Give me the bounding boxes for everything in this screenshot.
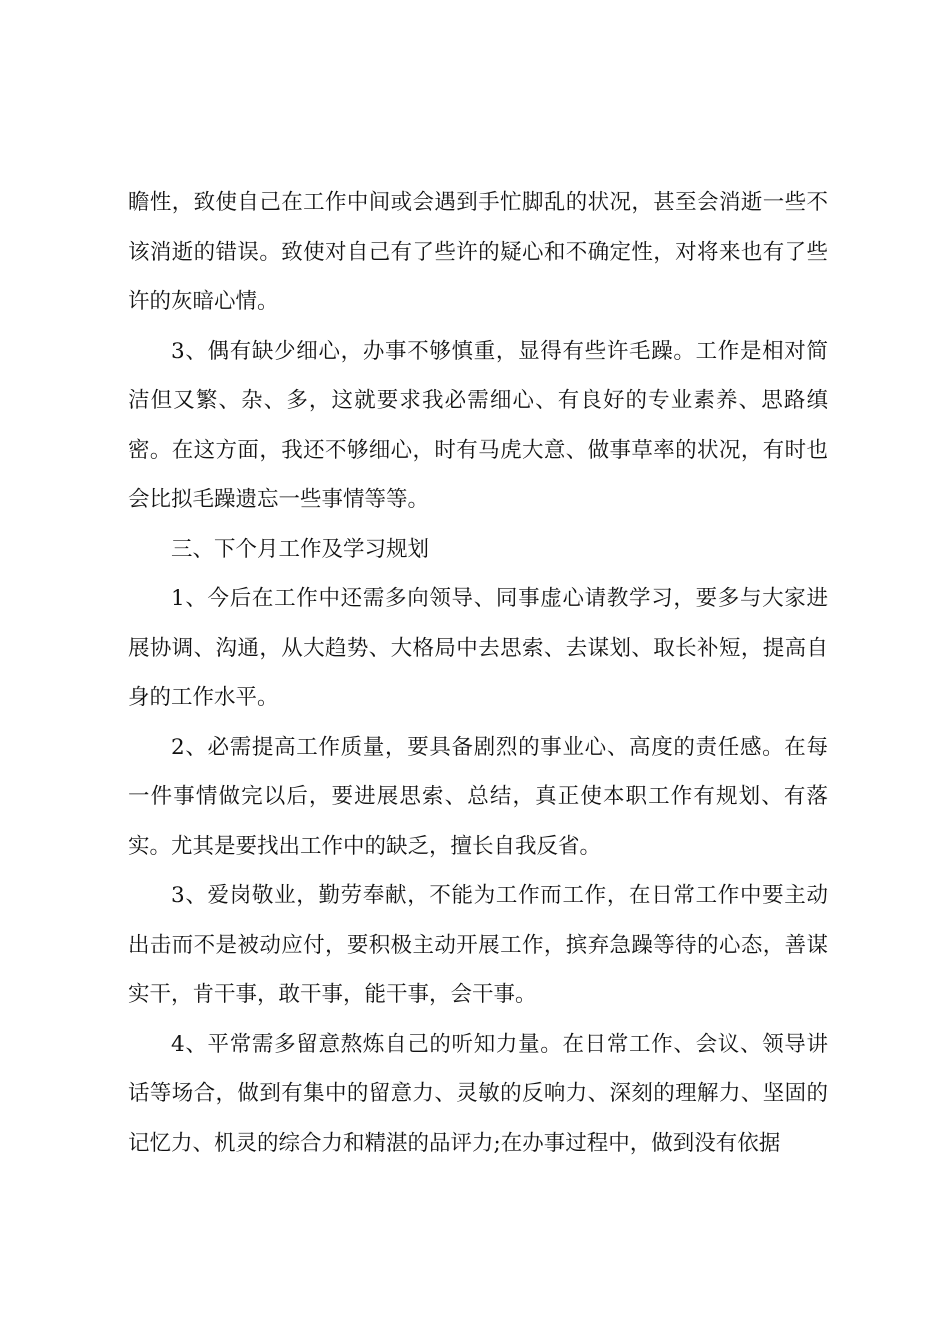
document-body [128,178,828,1168]
paragraph-point-3-carefulness: 3、偶有缺少细心，办事不够慎重，显得有些许毛躁。工作是相对简洁但又繁、杂、多，这就要求我必需细心、有良好的专业素养、思路缜密。在这方面，我还不够细心，时有马虎大意、做事草率的状况，有时也会比拟毛躁遗忘一些事情等等。 [128,338,828,512]
paragraph-continuation: 瞻性，致使自己在工作中间或会遇到手忙脚乱的状况，甚至会消逝一些不该消逝的错误。致使对自己有了些许的疑心和不确定性，对将来也有了些许的灰暗心情。 [128,190,828,314]
paragraph-plan-1: 1、今后在工作中还需多向领导、同事虚心请教学习，要多与大家进展协调、沟通，从大趋势、大格局中去思索、去谋划、取长补短，提高自身的工作水平。 [128,586,828,710]
paragraph-plan-3: 3、爱岗敬业，勤劳奉献，不能为工作而工作，在日常工作中要主动出击而不是被动应付，要积极主动开展工作，摈弃急躁等待的心态，善谋实干，肯干事，敢干事，能干事，会干事。 [128,883,828,1007]
section-heading-next-month-plan: 三、下个月工作及学习规划 [171,536,430,562]
paragraph-plan-2: 2、必需提高工作质量，要具备剧烈的事业心、高度的责任感。在每一件事情做完以后，要进展思索、总结，真正使本职工作有规划、有落实。尤其是要找出工作中的缺乏，擅长自我反省。 [128,734,828,859]
paragraph-plan-4: 4、平常需多留意熬炼自己的听知力量。在日常工作、会议、领导讲话等场合，做到有集中的留意力、灵敏的反响力、深刻的理解力、坚固的记忆力、机灵的综合力和精湛的品评力;在办事过程中，做到没有依据 [128,1031,828,1156]
